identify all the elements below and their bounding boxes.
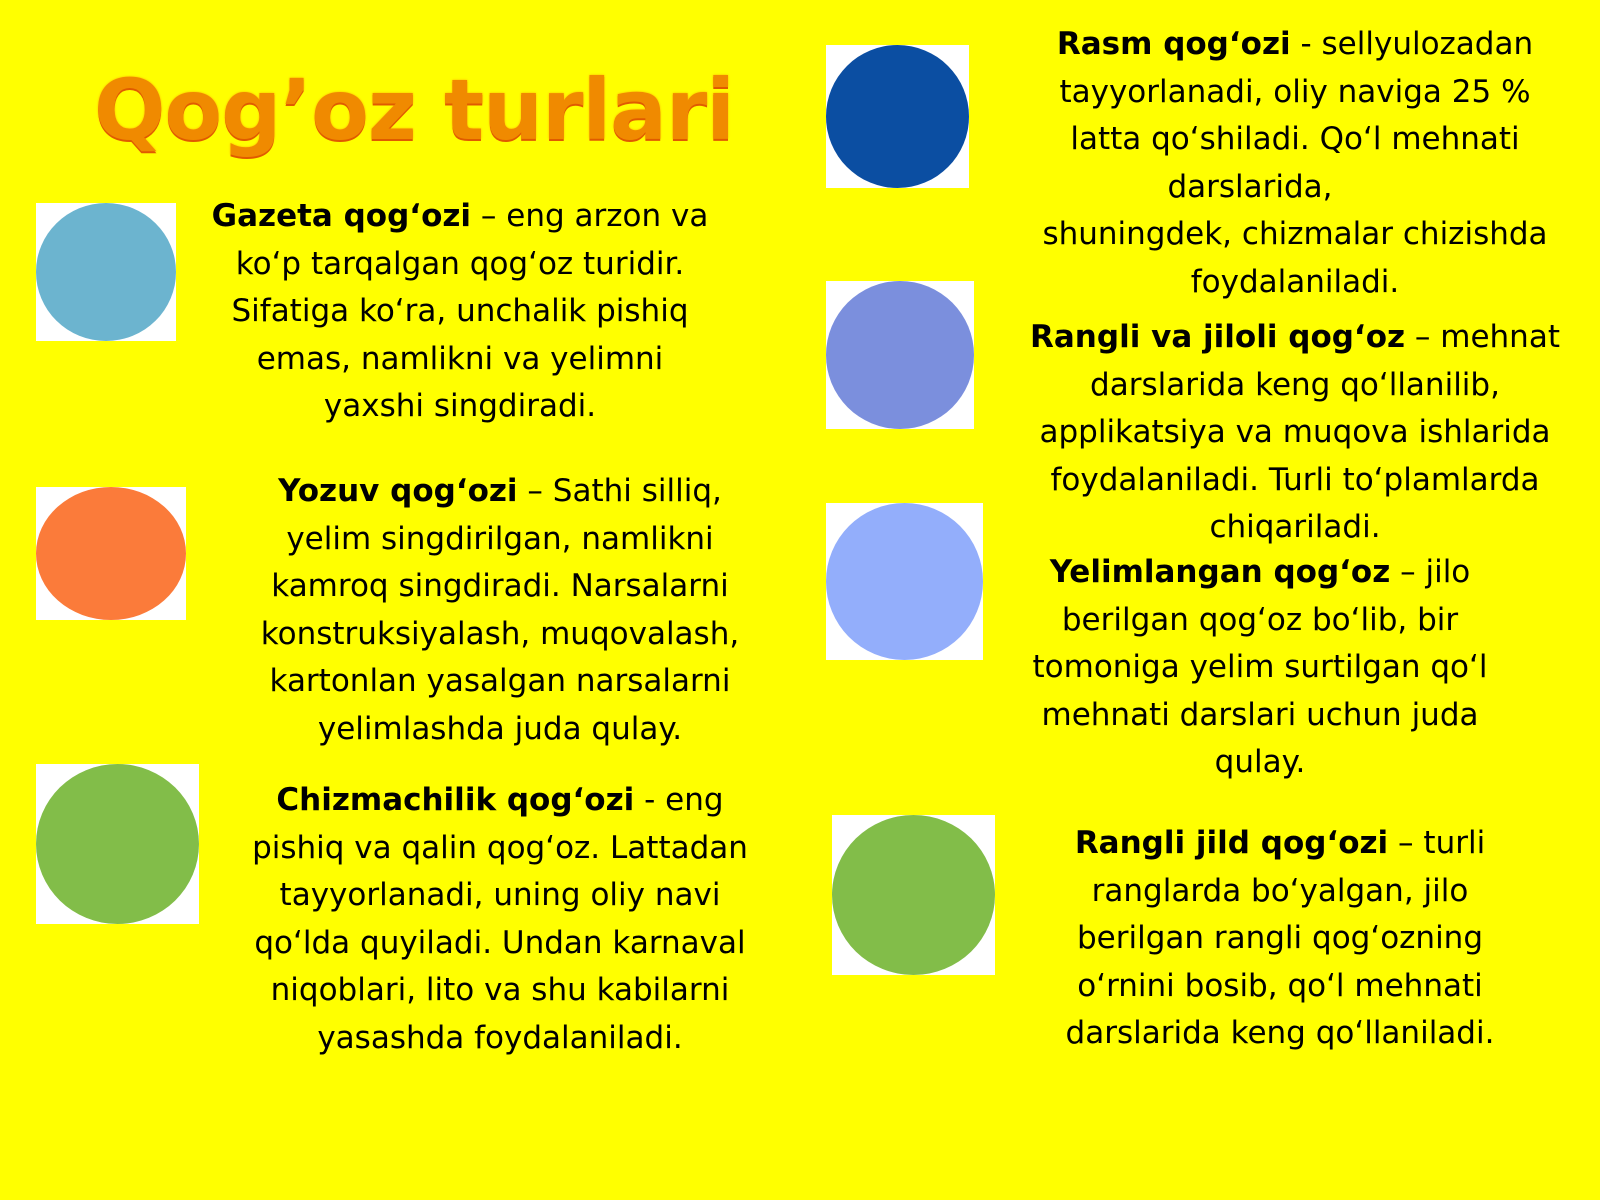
item-name: Rangli jild qogʻozi: [1074, 825, 1389, 861]
description-line: niqoblari, lito va shu kabilarni: [270, 972, 730, 1008]
description-line: [228, 777, 772, 825]
description-line: qulay.: [1214, 744, 1306, 780]
color-circle: [36, 203, 176, 341]
description-line-lead: – jilo: [1390, 554, 1471, 590]
description-line: darslarida,: [1167, 168, 1333, 205]
description-line: darslarida keng qoʻllaniladi.: [1065, 1015, 1495, 1051]
color-circle: [832, 815, 995, 975]
description-line: berilgan qogʻoz boʻlib, bir: [1061, 601, 1459, 638]
description-line: Sifatiga koʻra, unchalik pishiq: [231, 293, 689, 329]
description-line: kamroq singdiradi. Narsalarni: [271, 568, 729, 604]
description-line: yaxshi singdiradi.: [323, 388, 597, 424]
description-line: latta qoʻshiladi. Qoʻl mehnati: [1070, 121, 1520, 157]
description-line: berilgan rangli qogʻozning: [1076, 920, 1484, 956]
item-name: Rasm qogʻozi: [1056, 26, 1291, 62]
description-line: ranglarda boʻyalgan, jilo: [1091, 872, 1469, 909]
color-circle: [36, 764, 199, 924]
description-line: oʻrnini bosib, qoʻl mehnati: [1077, 967, 1483, 1004]
swatch-rangli-jild: [832, 815, 995, 975]
description-line-lead: – Sathi silliq,: [517, 473, 722, 509]
description-line: qoʻlda quyiladi. Undan karnaval: [254, 924, 746, 961]
swatch-rangli-jiloli: [826, 281, 974, 429]
description-line: koʻp tarqalgan qogʻoz turidir.: [235, 245, 685, 282]
description-line: darslarida keng qoʻllanilib,: [1090, 366, 1500, 403]
description-line-lead: – turli: [1388, 825, 1486, 861]
description-line-lead: – eng arzon va: [471, 198, 709, 234]
description-yelimlangan: [1000, 549, 1520, 787]
description-rasm: [1010, 21, 1580, 306]
description-line: kartonlan yasalgan narsalarni: [269, 663, 731, 699]
color-circle: [826, 45, 969, 188]
description-chizmachilik: [228, 777, 772, 1062]
description-rangli-jild: [1020, 820, 1540, 1058]
description-line: [230, 468, 770, 516]
description-line: [1010, 21, 1580, 69]
description-line-lead: – mehnat: [1405, 319, 1560, 355]
color-circle: [826, 503, 983, 660]
description-line: pishiq va qalin qogʻoz. Lattadan: [252, 829, 748, 866]
item-name: Chizmachilik qogʻozi: [276, 782, 635, 818]
description-line: yelim singdirilgan, namlikni: [286, 520, 714, 557]
description-line: shuningdek, chizmalar chizishda: [1042, 216, 1548, 252]
swatch-yelimlangan: [826, 503, 983, 660]
description-line: [1010, 314, 1580, 362]
description-line: applikatsiya va muqova ishlarida: [1039, 414, 1551, 450]
description-line: foydalaniladi.: [1190, 263, 1400, 300]
description-line-lead: - eng: [634, 782, 724, 818]
description-line: chiqariladi.: [1209, 509, 1381, 545]
description-line: [1000, 549, 1520, 597]
swatch-chizmachilik: [36, 764, 199, 924]
item-name: Rangli va jiloli qogʻoz: [1030, 319, 1406, 355]
description-line: [190, 193, 730, 241]
description-yozuv: [230, 468, 770, 753]
description-line: tomoniga yelim surtilgan qoʻl: [1032, 649, 1488, 685]
item-name: Yozuv qogʻozi: [278, 473, 518, 509]
swatch-rasm: [826, 45, 969, 188]
description-line-lead: - sellyulozadan: [1290, 26, 1534, 62]
description-line: tayyorlanadi, uning oliy navi: [279, 877, 721, 913]
description-line: yasashda foydalaniladi.: [317, 1019, 683, 1056]
description-line: yelimlashda juda qulay.: [317, 710, 683, 747]
description-line: emas, namlikni va yelimni: [256, 340, 664, 377]
description-line: [1020, 820, 1540, 868]
item-name: Yelimlangan qogʻoz: [1049, 554, 1391, 590]
item-name: Gazeta qogʻozi: [211, 198, 472, 234]
description-gazeta: [190, 193, 730, 431]
swatch-gazeta: [36, 203, 176, 341]
color-circle: [36, 487, 186, 620]
description-line: foydalaniladi. Turli toʻplamlarda: [1050, 461, 1540, 498]
swatch-yozuv: [36, 487, 186, 620]
description-rangli-jiloli: [1010, 314, 1580, 552]
color-circle: [826, 281, 974, 429]
description-line: konstruksiyalash, muqovalash,: [260, 615, 740, 652]
description-line: mehnati darslari uchun juda: [1041, 696, 1479, 733]
description-line: tayyorlanadi, oliy naviga 25 %: [1059, 73, 1531, 110]
page-title: Qog’oz turlari: [94, 61, 735, 159]
